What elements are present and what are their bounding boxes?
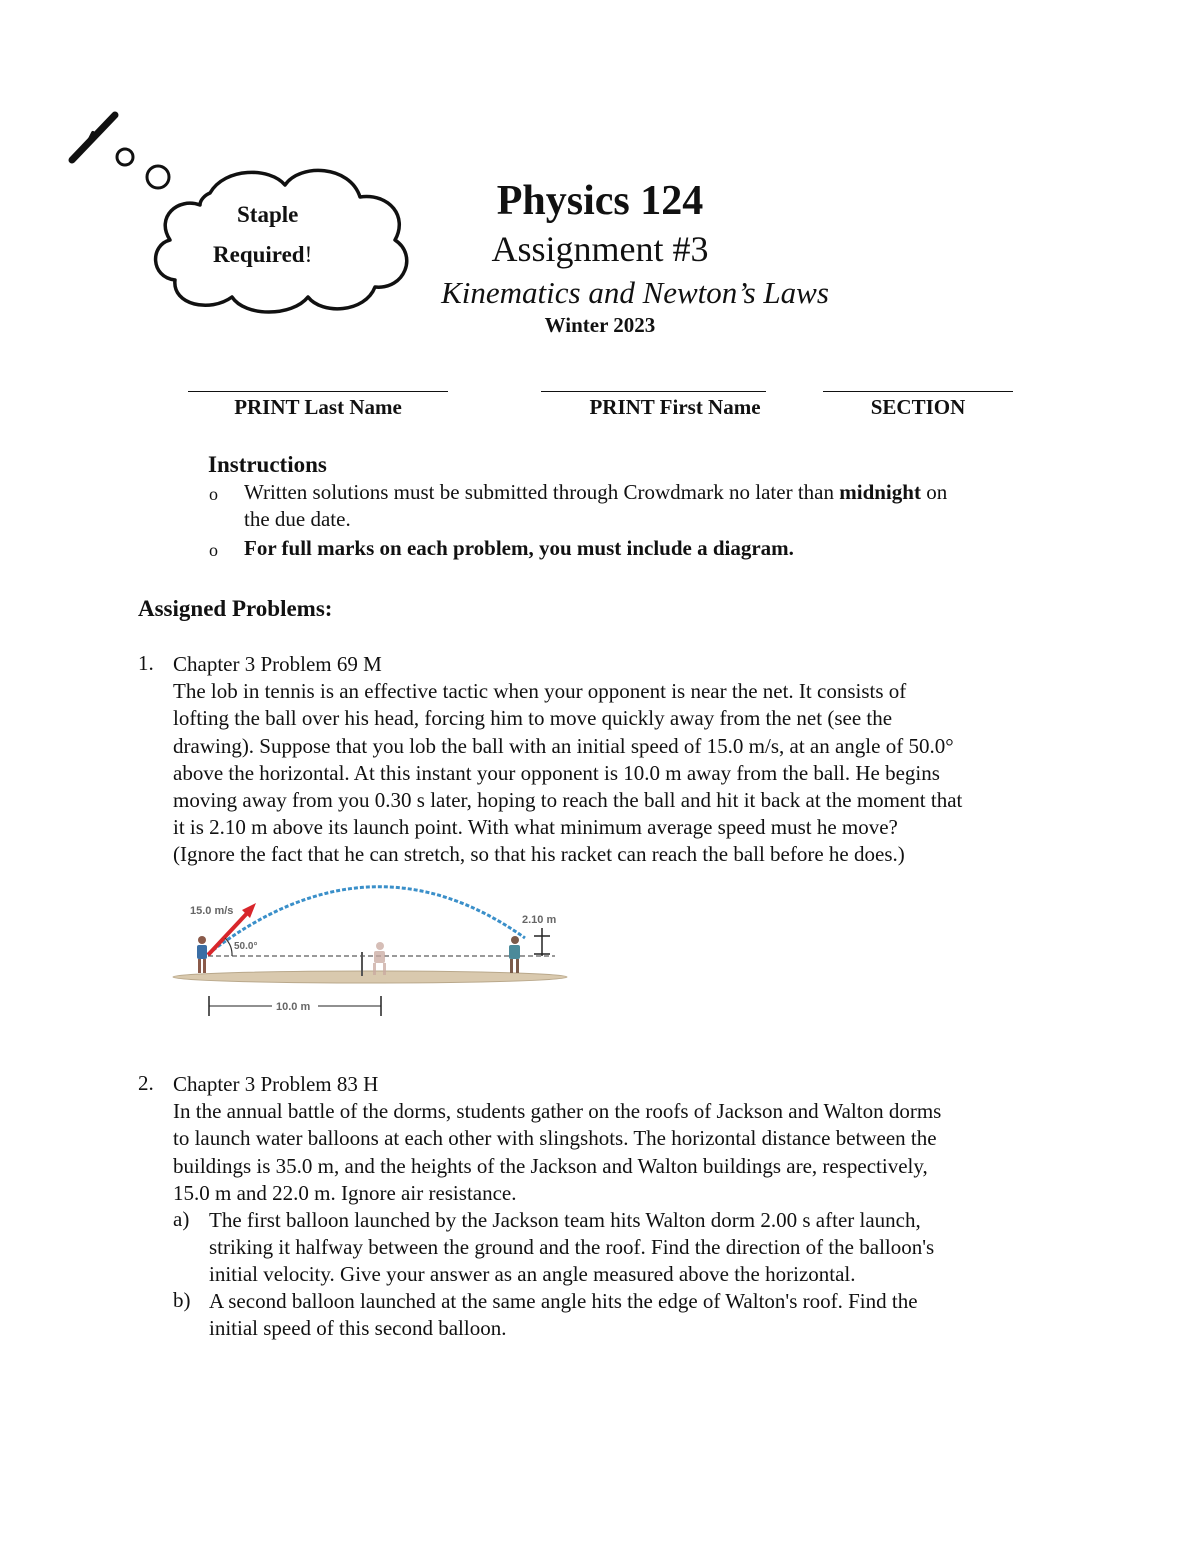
bullet-marker: o [209,484,218,504]
course-title: Physics 124 [496,178,704,224]
problem-1-line: it is 2.10 m above its launch point. With what minimum average speed must he move? [173,815,898,840]
part-label: b) [173,1288,191,1312]
court-ground [173,971,567,983]
instructions-heading: Instructions [208,452,327,477]
opponent-at-ball-figure [509,936,520,973]
staple-label-line1: Staple [237,202,299,227]
problem-2-part-a [209,1207,1079,1289]
part-a-line: initial velocity. Give your answer as an angle measured above the horizontal. [209,1262,856,1287]
assigned-problems-heading: Assigned Problems: [138,596,333,621]
part-a-line: The first balloon launched by the Jackson team hits Walton dorm 2.00 s after launch, [209,1208,921,1232]
problem-2-line: In the annual battle of the dorms, students gather on the roofs of Jackson and Walton dorms [173,1099,942,1124]
distance-label: 10.0 m [276,1001,311,1013]
height-label: 2.10 m [522,914,557,926]
first-name-label: PRINT First Name [589,395,761,419]
problem-number: 2. [138,1071,154,1095]
problem-number: 1. [138,651,154,675]
problem-2-line: to launch water balloons at each other with slingshots. The horizontal distance between the [173,1126,937,1151]
staple-icon [72,115,115,160]
part-label: a) [173,1207,190,1231]
player-figure [197,936,207,973]
problem-2-line: 15.0 m and 22.0 m. Ignore air resistance. [173,1180,517,1205]
part-b-line: initial speed of this second balloon. [209,1316,507,1341]
problem-1-line: drawing). Suppose that you lob the ball with an initial speed of 15.0 m/s, at an angle of 50.0° [173,733,954,758]
thought-bubble-medium [147,166,169,188]
assignment-topic: Kinematics and Newton’s Laws [441,275,829,310]
problem-1-line: The lob in tennis is an effective tactic when your opponent is near the net. It consists of [173,679,907,704]
tennis-lob-diagram [170,868,570,1028]
problem-2-title: Chapter 3 Problem 83 H [173,1072,379,1096]
bullet-marker: o [209,540,218,560]
problem-1-line: lofting the ball over his head, forcing him to move quickly away from the net (see the [173,706,893,731]
staple-label-line2: Required! [213,242,313,267]
part-b-line: A second balloon launched at the same angle hits the edge of Walton's roof. Find the [209,1289,918,1313]
problem-2-line: buildings is 35.0 m, and the heights of the Jackson and Walton buildings are, respectively, [173,1153,928,1178]
angle-label: 50.0° [234,941,258,952]
problem-2-part-b [209,1288,1079,1342]
term-label: Winter 2023 [544,313,656,337]
problem-1-line: (Ignore the fact that he can stretch, so that his racket can reach the ball before he does.) [173,842,905,867]
opponent-near-net-figure [373,942,386,975]
problem-1-text [173,651,1073,869]
first-name-line[interactable] [541,391,766,392]
problem-2-text [173,1071,1073,1207]
section-line[interactable] [823,391,1013,392]
problem-1-line: above the horizontal. At this instant your opponent is 10.0 m away from the ball. He begins [173,760,940,785]
speed-label: 15.0 m/s [190,905,234,917]
problem-1-line: moving away from you 0.30 s later, hoping to reach the ball and hit it back at the moment that [173,788,963,813]
section-label: SECTION [870,395,966,419]
assignment-title: Assignment #3 [491,229,709,269]
part-a-line: striking it halfway between the ground and the roof. Find the direction of the balloon's [209,1235,935,1260]
instruction-item-1: Written solutions must be submitted through Crowdmark no later than midnight on the due date. [244,480,948,532]
last-name-line[interactable] [188,391,448,392]
problem-1-title: Chapter 3 Problem 69 M [173,652,382,676]
instruction-item-2: For full marks on each problem, you must include a diagram. [244,536,794,560]
last-name-label: PRINT Last Name [234,395,402,419]
thought-bubble-small [117,149,133,165]
